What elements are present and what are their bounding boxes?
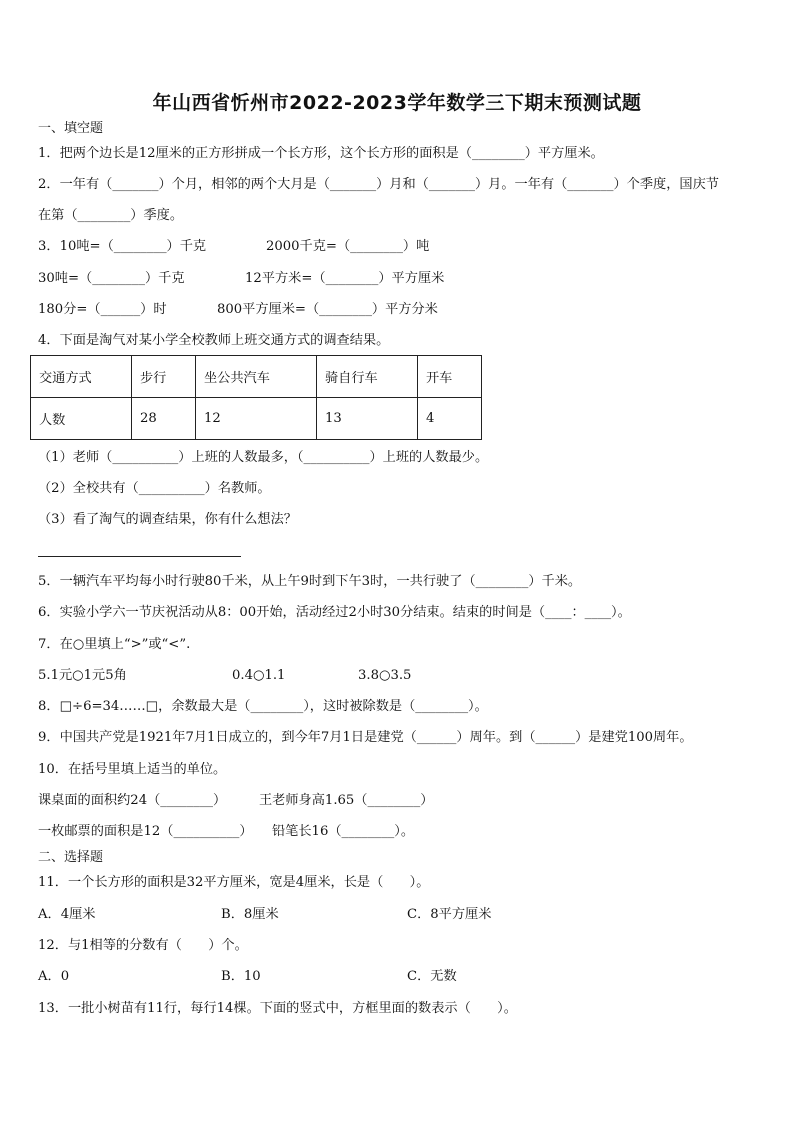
table-cell: 骑自行车 [317, 356, 418, 398]
section-fill-heading: 一、填空题 [38, 121, 104, 136]
question-12-option-c: C．无数 [407, 969, 457, 984]
question-12: 12．与1相等的分数有（ ）个。 [38, 938, 248, 953]
table-cell: 4 [418, 398, 482, 440]
question-11-option-a: A．4厘米 [38, 907, 96, 922]
question-7-item-1: 5.1元○1元5角 [38, 668, 127, 683]
question-3-item-3: 30吨=（________）千克 [38, 271, 185, 286]
table-cell: 28 [132, 398, 196, 440]
question-10-item-2: 王老师身高1.65（________） [259, 793, 434, 808]
question-12-option-a: A．0 [38, 969, 70, 984]
table-cell: 人数 [31, 398, 132, 440]
question-10-item-1: 课桌面的面积约24（________） [38, 793, 227, 808]
question-8: 8．□÷6=34……□，余数最大是（________），这时被除数是（________）。 [38, 699, 488, 714]
question-3-item-4: 12平方米=（________）平方厘米 [245, 271, 445, 286]
question-7-item-2: 0.4○1.1 [232, 668, 286, 683]
table-row [31, 356, 482, 398]
question-2-line-1: 2．一年有（_______）个月，相邻的两个大月是（_______）月和（_______）月。一年有（_______）个季度，国庆节 [38, 177, 719, 192]
question-4-part-2: （2）全校共有（__________）名教师。 [38, 481, 271, 496]
question-11-option-c: C．8平方厘米 [407, 907, 492, 922]
section-choice-heading: 二、选择题 [38, 850, 104, 865]
table-cell: 12 [196, 398, 317, 440]
question-10-item-4: 铅笔长16（________）。 [272, 824, 415, 839]
survey-table [30, 355, 482, 440]
question-4-part-1: （1）老师（__________）上班的人数最多，（__________）上班的人数最少。 [38, 450, 489, 465]
question-10: 10．在括号里填上适当的单位。 [38, 762, 227, 777]
question-9: 9．中国共产党是1921年7月1日成立的，到今年7月1日是建党（______）周年。到（______）是建党100周年。 [38, 730, 693, 745]
question-3-item-2: 2000千克=（________）吨 [266, 239, 430, 254]
question-11-option-b: B．8厘米 [221, 907, 279, 922]
question-5: 5．一辆汽车平均每小时行驶80千米，从上午9时到下午3时，一共行驶了（________）千米。 [38, 574, 582, 589]
question-13: 13．一批小树苗有11行，每行14棵。下面的竖式中，方框里面的数表示（ ）。 [38, 1001, 517, 1016]
answer-line [38, 556, 241, 557]
table-cell: 交通方式 [31, 356, 132, 398]
question-4: 4．下面是淘气对某小学全校教师上班交通方式的调查结果。 [38, 333, 390, 348]
table-cell: 开车 [418, 356, 482, 398]
page-title: 年山西省忻州市2022-2023学年数学三下期末预测试题 [152, 92, 642, 114]
question-3-item-6: 800平方厘米=（________）平方分米 [217, 302, 438, 317]
question-4-part-3: （3）看了淘气的调查结果，你有什么想法？ [38, 512, 297, 527]
question-7-item-3: 3.8○3.5 [358, 668, 412, 683]
question-12-option-b: B．10 [221, 969, 261, 984]
table-cell: 13 [317, 398, 418, 440]
question-11: 11．一个长方形的面积是32平方厘米，宽是4厘米，长是（ ）。 [38, 875, 430, 890]
question-7: 7．在○里填上“>”或“<”. [38, 637, 191, 652]
question-2-line-2: 在第（________）季度。 [38, 208, 184, 223]
table-cell: 步行 [132, 356, 196, 398]
question-3-item-1: 3．10吨=（________）千克 [38, 239, 207, 254]
table-row [31, 398, 482, 440]
question-3-item-5: 180分=（______）时 [38, 302, 167, 317]
table-cell: 坐公共汽车 [196, 356, 317, 398]
question-1: 1．把两个边长是12厘米的正方形拼成一个长方形，这个长方形的面积是（________）平方厘米。 [38, 146, 604, 161]
question-6: 6．实验小学六一节庆祝活动从8：00开始，活动经过2小时30分结束。结束的时间是（____：____）。 [38, 605, 631, 620]
question-10-item-3: 一枚邮票的面积是12（__________） [38, 824, 253, 839]
